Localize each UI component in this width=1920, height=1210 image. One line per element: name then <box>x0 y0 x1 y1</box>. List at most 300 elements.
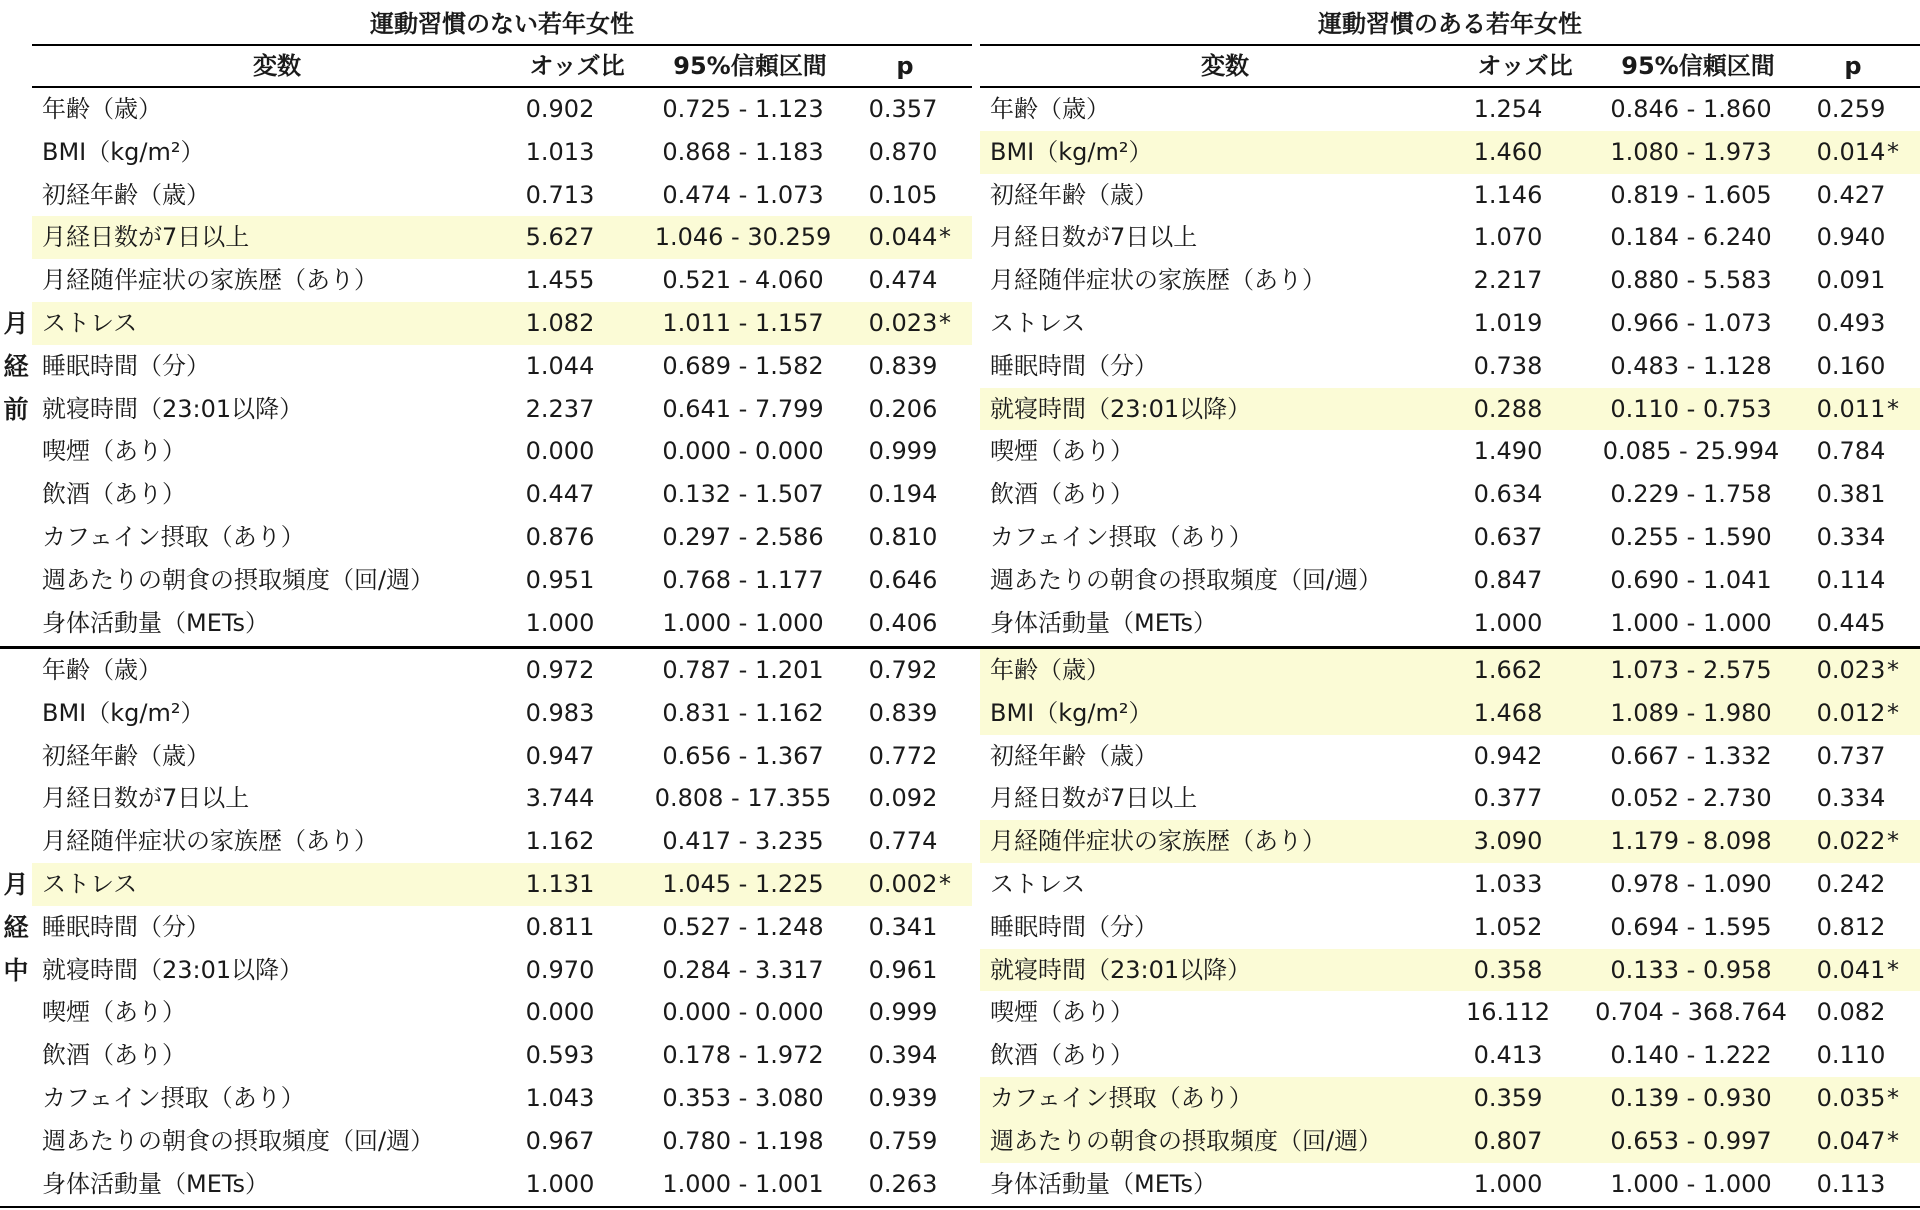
odds-ratio-value: 3.744 <box>525 784 595 813</box>
confidence-interval-value: 1.179 - 8.098 <box>1610 827 1772 856</box>
confidence-interval-value: 0.132 - 1.507 <box>662 480 824 509</box>
table-row <box>980 302 1920 345</box>
col-header-ci: 95%信頼区間 <box>673 52 827 80</box>
significance-marker: * <box>1887 1126 1899 1155</box>
confidence-interval-value: 0.780 - 1.198 <box>662 1126 824 1155</box>
table-row <box>980 863 1920 906</box>
confidence-interval-value: 0.521 - 4.060 <box>662 266 824 295</box>
confidence-interval-value: 0.831 - 1.162 <box>662 698 824 727</box>
variable-name: 飲酒（あり） <box>42 480 186 509</box>
variable-name: 身体活動量（METs） <box>42 608 270 637</box>
p-value: 0.394 <box>868 1041 938 1070</box>
odds-ratio-value: 0.983 <box>525 698 595 727</box>
significance-marker <box>930 906 960 949</box>
variable-name: 月経日数が7日以上 <box>990 223 1198 252</box>
odds-ratio-value: 0.967 <box>525 1126 595 1155</box>
table-row <box>32 473 972 516</box>
variable-name: カフェイン摂取（あり） <box>990 523 1253 551</box>
odds-ratio-value: 1.254 <box>1473 95 1543 123</box>
table-row <box>32 516 972 559</box>
variable-name: 睡眠時間（分） <box>990 351 1158 380</box>
table-row <box>980 388 1920 431</box>
odds-ratio-value: 0.738 <box>1473 351 1543 380</box>
confidence-interval-value: 0.353 - 3.080 <box>662 1084 824 1112</box>
table-row <box>32 88 972 131</box>
p-value: 0.939 <box>868 1084 938 1112</box>
confidence-interval-value: 0.653 - 0.997 <box>1610 1126 1772 1155</box>
p-value: 0.999 <box>868 437 938 466</box>
variable-name: ストレス <box>990 870 1086 898</box>
col-header-p: p <box>1844 52 1862 80</box>
significance-marker <box>1878 863 1908 906</box>
p-value: 0.784 <box>1816 437 1886 466</box>
odds-ratio-value: 1.019 <box>1473 309 1543 337</box>
significance-marker <box>930 1163 960 1206</box>
table-row <box>32 174 972 217</box>
significance-marker <box>1878 345 1908 388</box>
confidence-interval-value: 0.819 - 1.605 <box>1610 180 1772 209</box>
p-value: 0.381 <box>1816 480 1886 509</box>
variable-name: 喫煙（あり） <box>990 998 1134 1027</box>
significance-marker <box>1878 259 1908 302</box>
significance-marker <box>930 516 960 559</box>
confidence-interval-value: 0.641 - 7.799 <box>662 394 824 423</box>
p-value: 0.940 <box>1816 223 1886 252</box>
col-header-odds-ratio: オッズ比 <box>529 52 625 80</box>
confidence-interval-value: 0.808 - 17.355 <box>654 784 832 813</box>
confidence-interval-value: 1.046 - 30.259 <box>654 223 832 252</box>
significance-marker <box>930 174 960 217</box>
odds-ratio-value: 0.876 <box>525 523 595 551</box>
odds-ratio-value: 0.447 <box>525 480 595 509</box>
p-value: 0.206 <box>868 394 938 423</box>
confidence-interval-value: 0.178 - 1.972 <box>662 1041 824 1070</box>
variable-name: カフェイン摂取（あり） <box>42 1084 305 1112</box>
variable-name: 身体活動量（METs） <box>42 1169 270 1198</box>
odds-ratio-value: 1.460 <box>1473 137 1543 166</box>
confidence-interval-value: 0.704 - 368.764 <box>1595 998 1787 1027</box>
table-row <box>32 602 972 645</box>
variable-name: 月経日数が7日以上 <box>990 784 1198 813</box>
significance-marker: * <box>1887 827 1899 856</box>
table-row <box>32 216 972 259</box>
odds-ratio-value: 1.013 <box>525 137 595 166</box>
significance-marker <box>930 602 960 645</box>
table-row <box>32 820 972 863</box>
odds-ratio-value: 1.044 <box>525 351 595 380</box>
p-value: 0.839 <box>868 698 938 727</box>
table-row <box>32 259 972 302</box>
variable-name: 初経年齢（歳） <box>42 180 210 209</box>
odds-ratio-value: 1.082 <box>525 309 595 337</box>
confidence-interval-value: 1.089 - 1.980 <box>1610 698 1772 727</box>
table-row <box>980 559 1920 602</box>
confidence-interval-value: 0.689 - 1.582 <box>662 351 824 380</box>
variable-name: 就寝時間（23:01以降） <box>42 394 304 423</box>
confidence-interval-value: 0.868 - 1.183 <box>662 137 824 166</box>
table-row <box>980 692 1920 735</box>
section-label-char: 経 <box>3 351 29 381</box>
p-value: 0.357 <box>868 95 938 123</box>
significance-marker <box>930 991 960 1034</box>
p-value: 0.772 <box>868 741 938 770</box>
significance-marker <box>930 388 960 431</box>
odds-ratio-value: 1.455 <box>525 266 595 295</box>
table-row <box>32 777 972 820</box>
p-value: 0.737 <box>1816 741 1886 770</box>
p-value: 0.759 <box>868 1126 938 1155</box>
confidence-interval-value: 0.133 - 0.958 <box>1610 955 1772 984</box>
odds-ratio-value: 1.000 <box>1473 608 1543 637</box>
p-value: 0.012 <box>1816 698 1886 727</box>
significance-marker <box>930 735 960 778</box>
significance-marker: * <box>1887 656 1899 684</box>
significance-marker <box>930 131 960 174</box>
table-row <box>980 216 1920 259</box>
odds-ratio-value: 1.490 <box>1473 437 1543 466</box>
confidence-interval-value: 0.690 - 1.041 <box>1610 565 1772 594</box>
significance-marker: * <box>939 223 951 252</box>
significance-marker <box>1878 991 1908 1034</box>
variable-name: 飲酒（あり） <box>990 480 1134 509</box>
significance-marker: * <box>1887 698 1899 727</box>
confidence-interval-value: 0.474 - 1.073 <box>662 180 824 209</box>
p-value: 0.792 <box>868 656 938 684</box>
table-row <box>980 131 1920 174</box>
significance-marker <box>930 692 960 735</box>
odds-ratio-value: 1.000 <box>1473 1169 1543 1198</box>
p-value: 0.334 <box>1816 784 1886 813</box>
significance-marker <box>1878 559 1908 602</box>
odds-ratio-value: 0.000 <box>525 437 595 466</box>
table-row <box>980 1120 1920 1163</box>
significance-marker <box>1878 602 1908 645</box>
variable-name: カフェイン摂取（あり） <box>990 1084 1253 1112</box>
table-row <box>32 559 972 602</box>
confidence-interval-value: 1.000 - 1.000 <box>1610 608 1772 637</box>
confidence-interval-value: 0.000 - 0.000 <box>662 998 824 1027</box>
odds-ratio-value: 0.942 <box>1473 741 1543 770</box>
variable-name: 初経年齢（歳） <box>990 180 1158 209</box>
significance-marker: * <box>1887 394 1899 423</box>
table-row <box>980 430 1920 473</box>
variable-name: 週あたりの朝食の摂取頻度（回/週） <box>42 565 435 594</box>
variable-name: 就寝時間（23:01以降） <box>990 955 1252 984</box>
confidence-interval-value: 0.297 - 2.586 <box>662 523 824 551</box>
odds-ratio-value: 0.288 <box>1473 394 1543 423</box>
significance-marker <box>1878 516 1908 559</box>
p-value: 0.961 <box>868 955 938 984</box>
p-value: 0.259 <box>1816 95 1886 123</box>
table-row <box>32 345 972 388</box>
odds-ratio-value: 1.000 <box>525 1169 595 1198</box>
significance-marker: * <box>1887 1084 1899 1112</box>
p-value: 0.646 <box>868 565 938 594</box>
variable-name: 飲酒（あり） <box>990 1041 1134 1070</box>
odds-ratio-value: 0.951 <box>525 565 595 594</box>
confidence-interval-value: 0.656 - 1.367 <box>662 741 824 770</box>
significance-marker <box>930 430 960 473</box>
p-value: 0.105 <box>868 180 938 209</box>
significance-marker: * <box>939 309 951 337</box>
p-value: 0.493 <box>1816 309 1886 337</box>
p-value: 0.035 <box>1816 1084 1886 1112</box>
confidence-interval-value: 0.667 - 1.332 <box>1610 741 1772 770</box>
confidence-interval-value: 0.768 - 1.177 <box>662 565 824 594</box>
variable-name: 身体活動量（METs） <box>990 608 1218 637</box>
confidence-interval-value: 0.966 - 1.073 <box>1610 309 1772 337</box>
section-label-char: 前 <box>3 394 29 424</box>
variable-name: 週あたりの朝食の摂取頻度（回/週） <box>990 1126 1383 1155</box>
variable-name: 就寝時間（23:01以降） <box>990 394 1252 423</box>
odds-ratio-value: 0.637 <box>1473 523 1543 551</box>
variable-name: 初経年齢（歳） <box>42 741 210 770</box>
p-value: 0.114 <box>1816 565 1886 594</box>
p-value: 0.406 <box>868 608 938 637</box>
p-value: 0.022 <box>1816 827 1886 856</box>
significance-marker <box>930 345 960 388</box>
p-value: 0.082 <box>1816 998 1886 1027</box>
odds-ratio-value: 0.377 <box>1473 784 1543 813</box>
significance-marker <box>1878 1163 1908 1206</box>
variable-name: 年齢（歳） <box>990 95 1110 123</box>
variable-name: BMI（kg/m²） <box>990 137 1153 166</box>
odds-ratio-value: 1.000 <box>525 608 595 637</box>
variable-name: 年齢（歳） <box>42 95 162 123</box>
table-row <box>980 906 1920 949</box>
table-row <box>980 259 1920 302</box>
col-header-variable: 変数 <box>1201 52 1249 80</box>
odds-ratio-value: 1.131 <box>525 870 595 898</box>
odds-ratio-value: 5.627 <box>525 223 595 252</box>
variable-name: 初経年齢（歳） <box>990 741 1158 770</box>
odds-ratio-value: 0.847 <box>1473 565 1543 594</box>
odds-ratio-value: 1.052 <box>1473 912 1543 941</box>
table-row <box>980 777 1920 820</box>
odds-ratio-value: 0.970 <box>525 955 595 984</box>
significance-marker: * <box>939 870 951 898</box>
variable-name: 喫煙（あり） <box>42 437 186 466</box>
odds-ratio-value: 2.237 <box>525 394 595 423</box>
confidence-interval-value: 0.255 - 1.590 <box>1610 523 1772 551</box>
table-row <box>980 735 1920 778</box>
variable-name: BMI（kg/m²） <box>42 137 205 166</box>
variable-name: 週あたりの朝食の摂取頻度（回/週） <box>990 565 1383 594</box>
table-row <box>980 991 1920 1034</box>
odds-ratio-value: 0.413 <box>1473 1041 1543 1070</box>
table-row <box>980 1077 1920 1120</box>
table-row <box>32 1163 972 1206</box>
table-row <box>980 88 1920 131</box>
section-label-char: 中 <box>3 955 29 985</box>
significance-marker <box>930 259 960 302</box>
col-header-odds-ratio: オッズ比 <box>1477 52 1573 80</box>
p-value: 0.999 <box>868 998 938 1027</box>
significance-marker <box>1878 777 1908 820</box>
variable-name: 月経随伴症状の家族歴（あり） <box>42 266 378 295</box>
table-row <box>32 430 972 473</box>
p-value: 0.011 <box>1816 394 1886 423</box>
table-row <box>32 692 972 735</box>
table-row <box>980 949 1920 992</box>
variable-name: ストレス <box>990 309 1086 337</box>
significance-marker <box>1878 430 1908 473</box>
section-label-char: 月 <box>3 309 29 338</box>
variable-name: ストレス <box>42 870 138 898</box>
confidence-interval-value: 0.880 - 5.583 <box>1610 266 1772 295</box>
p-value: 0.341 <box>868 912 938 941</box>
table-row <box>32 131 972 174</box>
significance-marker: * <box>1887 137 1899 166</box>
odds-ratio-value: 0.000 <box>525 998 595 1027</box>
p-value: 0.839 <box>868 351 938 380</box>
odds-ratio-value: 16.112 <box>1466 998 1550 1027</box>
variable-name: ストレス <box>42 309 138 337</box>
p-value: 0.002 <box>868 870 938 898</box>
variable-name: 喫煙（あり） <box>990 437 1134 466</box>
p-value: 0.870 <box>868 137 938 166</box>
p-value: 0.774 <box>868 827 938 856</box>
table-row <box>32 649 972 692</box>
confidence-interval-value: 1.080 - 1.973 <box>1610 137 1772 166</box>
significance-marker <box>930 1120 960 1163</box>
table-row <box>32 1034 972 1077</box>
odds-ratio-value: 0.972 <box>525 656 595 684</box>
p-value: 0.474 <box>868 266 938 295</box>
significance-marker <box>1878 174 1908 217</box>
variable-name: 月経日数が7日以上 <box>42 784 250 813</box>
p-value: 0.014 <box>1816 137 1886 166</box>
odds-ratio-value: 1.070 <box>1473 223 1543 252</box>
odds-ratio-value: 0.359 <box>1473 1084 1543 1112</box>
p-value: 0.427 <box>1816 180 1886 209</box>
significance-marker <box>930 949 960 992</box>
table-row <box>980 516 1920 559</box>
confidence-interval-value: 1.045 - 1.225 <box>662 870 824 898</box>
significance-marker <box>930 559 960 602</box>
odds-ratio-value: 0.902 <box>525 95 595 123</box>
table-row <box>980 1163 1920 1206</box>
significance-marker <box>930 820 960 863</box>
significance-marker: * <box>1887 955 1899 984</box>
odds-ratio-value: 1.162 <box>525 827 595 856</box>
confidence-interval-value: 0.725 - 1.123 <box>662 95 824 123</box>
variable-name: BMI（kg/m²） <box>42 698 205 727</box>
table-row <box>32 1120 972 1163</box>
confidence-interval-value: 0.140 - 1.222 <box>1610 1041 1772 1070</box>
significance-marker <box>1878 1034 1908 1077</box>
p-value: 0.092 <box>868 784 938 813</box>
confidence-interval-value: 0.085 - 25.994 <box>1602 437 1780 466</box>
table-row <box>980 820 1920 863</box>
table-row <box>32 302 972 345</box>
variable-name: 月経随伴症状の家族歴（あり） <box>42 827 378 856</box>
variable-name: 月経随伴症状の家族歴（あり） <box>990 266 1326 295</box>
p-value: 0.110 <box>1816 1041 1886 1070</box>
table-row <box>980 1034 1920 1077</box>
variable-name: 飲酒（あり） <box>42 1041 186 1070</box>
odds-ratio-value: 0.713 <box>525 180 595 209</box>
table-row <box>32 906 972 949</box>
variable-name: 週あたりの朝食の摂取頻度（回/週） <box>42 1126 435 1155</box>
p-value: 0.023 <box>1816 656 1886 684</box>
significance-marker <box>930 777 960 820</box>
significance-marker <box>930 649 960 692</box>
table-row <box>32 735 972 778</box>
significance-marker <box>930 473 960 516</box>
confidence-interval-value: 0.139 - 0.930 <box>1610 1084 1772 1112</box>
group-title-exercise: 運動習慣のある若年女性 <box>1318 10 1582 38</box>
odds-ratio-value: 2.217 <box>1473 266 1543 295</box>
variable-name: 年齢（歳） <box>42 656 162 684</box>
odds-ratio-value: 1.043 <box>525 1084 595 1112</box>
p-value: 0.113 <box>1816 1169 1886 1198</box>
odds-ratio-value: 1.033 <box>1473 870 1543 898</box>
variable-name: 喫煙（あり） <box>42 998 186 1027</box>
variable-name: 月経随伴症状の家族歴（あり） <box>990 827 1326 856</box>
p-value: 0.242 <box>1816 870 1886 898</box>
odds-ratio-value: 0.634 <box>1473 480 1543 509</box>
confidence-interval-value: 0.229 - 1.758 <box>1610 480 1772 509</box>
table-row <box>980 174 1920 217</box>
significance-marker <box>1878 735 1908 778</box>
odds-ratio-value: 0.811 <box>525 912 595 941</box>
confidence-interval-value: 1.000 - 1.001 <box>662 1169 824 1198</box>
variable-name: 睡眠時間（分） <box>42 912 210 941</box>
odds-ratio-value: 1.468 <box>1473 698 1543 727</box>
p-value: 0.812 <box>1816 912 1886 941</box>
confidence-interval-value: 0.483 - 1.128 <box>1610 351 1772 380</box>
col-header-variable: 変数 <box>253 52 301 80</box>
variable-name: BMI（kg/m²） <box>990 698 1153 727</box>
significance-marker <box>1878 906 1908 949</box>
odds-ratio-value: 3.090 <box>1473 827 1543 856</box>
odds-ratio-value: 1.662 <box>1473 656 1543 684</box>
table-row <box>32 991 972 1034</box>
confidence-interval-value: 0.000 - 0.000 <box>662 437 824 466</box>
confidence-interval-value: 0.052 - 2.730 <box>1610 784 1772 813</box>
group-title-no-exercise: 運動習慣のない若年女性 <box>370 10 634 38</box>
confidence-interval-value: 1.073 - 2.575 <box>1610 656 1772 684</box>
col-header-ci: 95%信頼区間 <box>1621 52 1775 80</box>
p-value: 0.091 <box>1816 266 1886 295</box>
p-value: 0.041 <box>1816 955 1886 984</box>
p-value: 0.023 <box>868 309 938 337</box>
table-row <box>32 388 972 431</box>
confidence-interval-value: 0.694 - 1.595 <box>1610 912 1772 941</box>
variable-name: 就寝時間（23:01以降） <box>42 955 304 984</box>
variable-name: 月経日数が7日以上 <box>42 223 250 252</box>
section-label-char: 経 <box>3 912 29 942</box>
table-row <box>980 649 1920 692</box>
p-value: 0.044 <box>868 223 938 252</box>
p-value: 0.263 <box>868 1169 938 1198</box>
significance-marker <box>1878 302 1908 345</box>
table-row <box>980 602 1920 645</box>
confidence-interval-value: 0.527 - 1.248 <box>662 912 824 941</box>
p-value: 0.810 <box>868 523 938 551</box>
confidence-interval-value: 0.846 - 1.860 <box>1610 95 1772 123</box>
odds-ratio-value: 0.947 <box>525 741 595 770</box>
p-value: 0.445 <box>1816 608 1886 637</box>
significance-marker <box>1878 473 1908 516</box>
variable-name: カフェイン摂取（あり） <box>42 523 305 551</box>
section-label-char: 月 <box>3 870 29 899</box>
p-value: 0.160 <box>1816 351 1886 380</box>
odds-ratio-value: 0.807 <box>1473 1126 1543 1155</box>
table-bottom-rule <box>0 1206 1920 1208</box>
significance-marker <box>930 88 960 131</box>
